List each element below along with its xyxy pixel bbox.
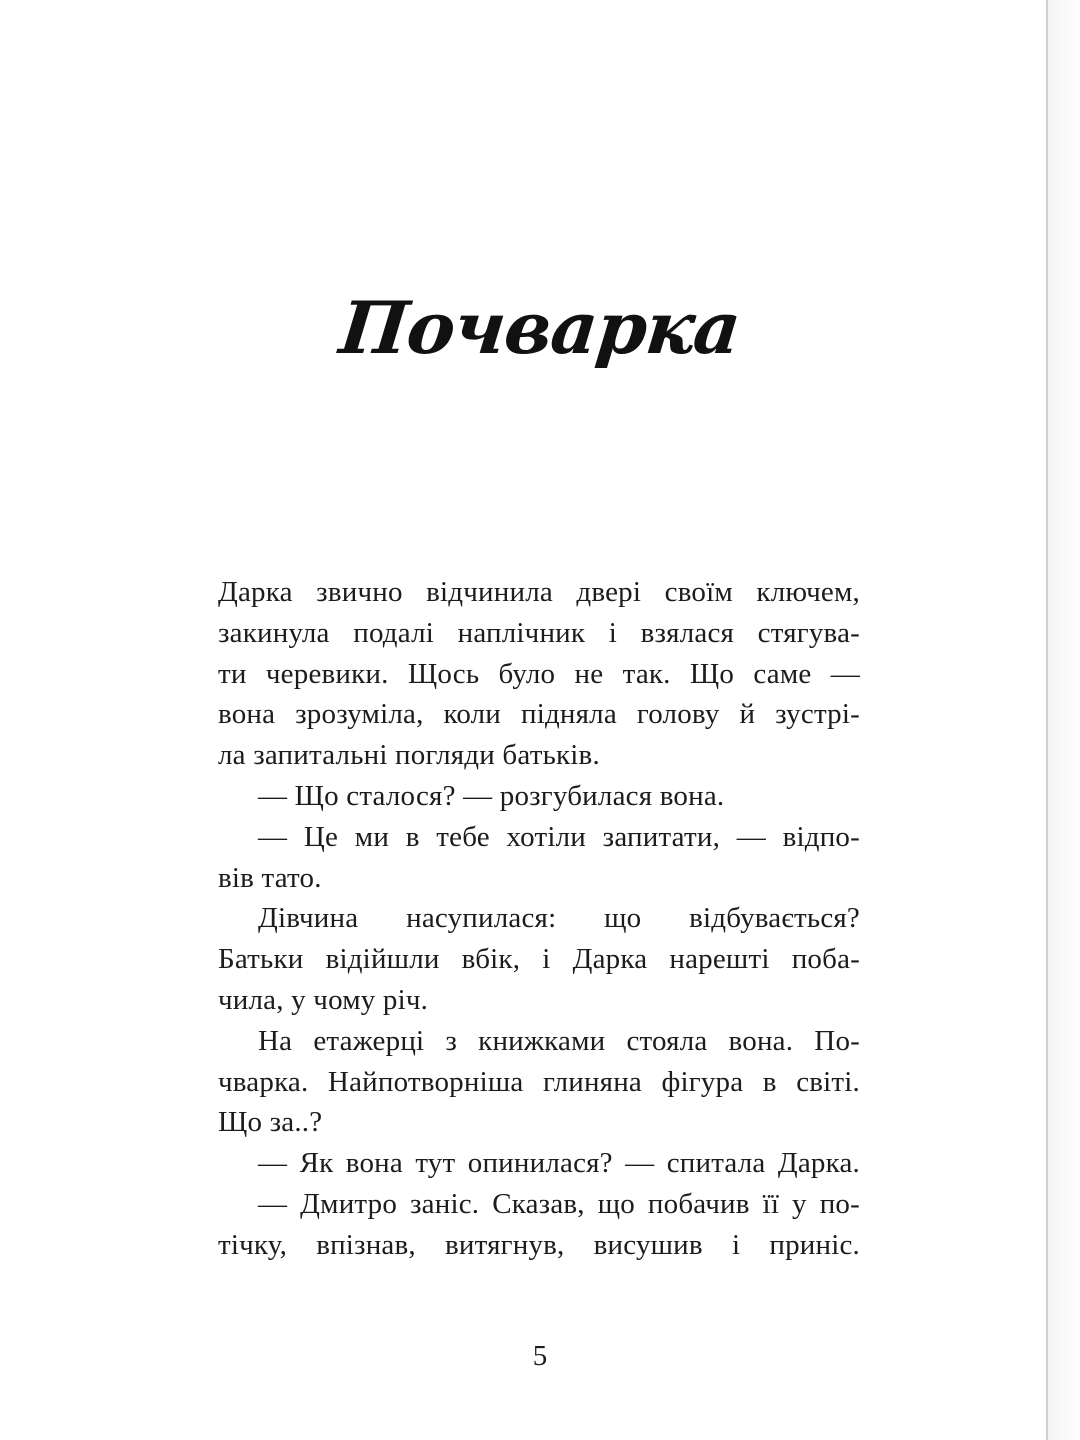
text-line: закинула подалі наплічник і взялася стягува- — [218, 616, 860, 649]
page-edge-shadow — [1048, 0, 1080, 1440]
body-text — [218, 572, 860, 1266]
page-number: 5 — [532, 1340, 548, 1372]
text-line: вона зрозуміла, коли підняла голову й зустрі- — [218, 698, 860, 731]
text-line: ла запитальні погляди батьків. — [218, 739, 600, 772]
text-line: — Дмитро заніс. Сказав, що побачив її у по- — [258, 1187, 860, 1220]
text-line: Батьки відійшли вбік, і Дарка нарешті поба- — [218, 943, 860, 976]
text-line: вів тато. — [218, 861, 322, 894]
text-line: тічку, впізнав, витягнув, висушив і приніс. — [218, 1228, 860, 1261]
chapter-title: Почварка — [335, 285, 745, 370]
text-line: чварка. Найпотворніша глиняна фігура в світі. — [218, 1065, 860, 1098]
text-line: Дарка звично відчинила двері своїм ключем, — [218, 576, 860, 608]
text-line: ти черевики. Щось було не так. Що саме — — [218, 657, 860, 690]
text-line: чила, у чому річ. — [218, 983, 429, 1016]
text-line: — Це ми в тебе хотіли запитати, — відпо- — [258, 820, 860, 853]
text-line: Дівчина насупилася: що відбувається? — [258, 902, 860, 935]
text-line: На етажерці з книжками стояла вона. По- — [258, 1024, 860, 1057]
text-line: — Як вона тут опинилася? — спитала Дарка. — [258, 1147, 860, 1180]
text-line: — Що сталося? — розгубилася вона. — [258, 779, 725, 812]
text-line: Що за..? — [218, 1106, 323, 1139]
